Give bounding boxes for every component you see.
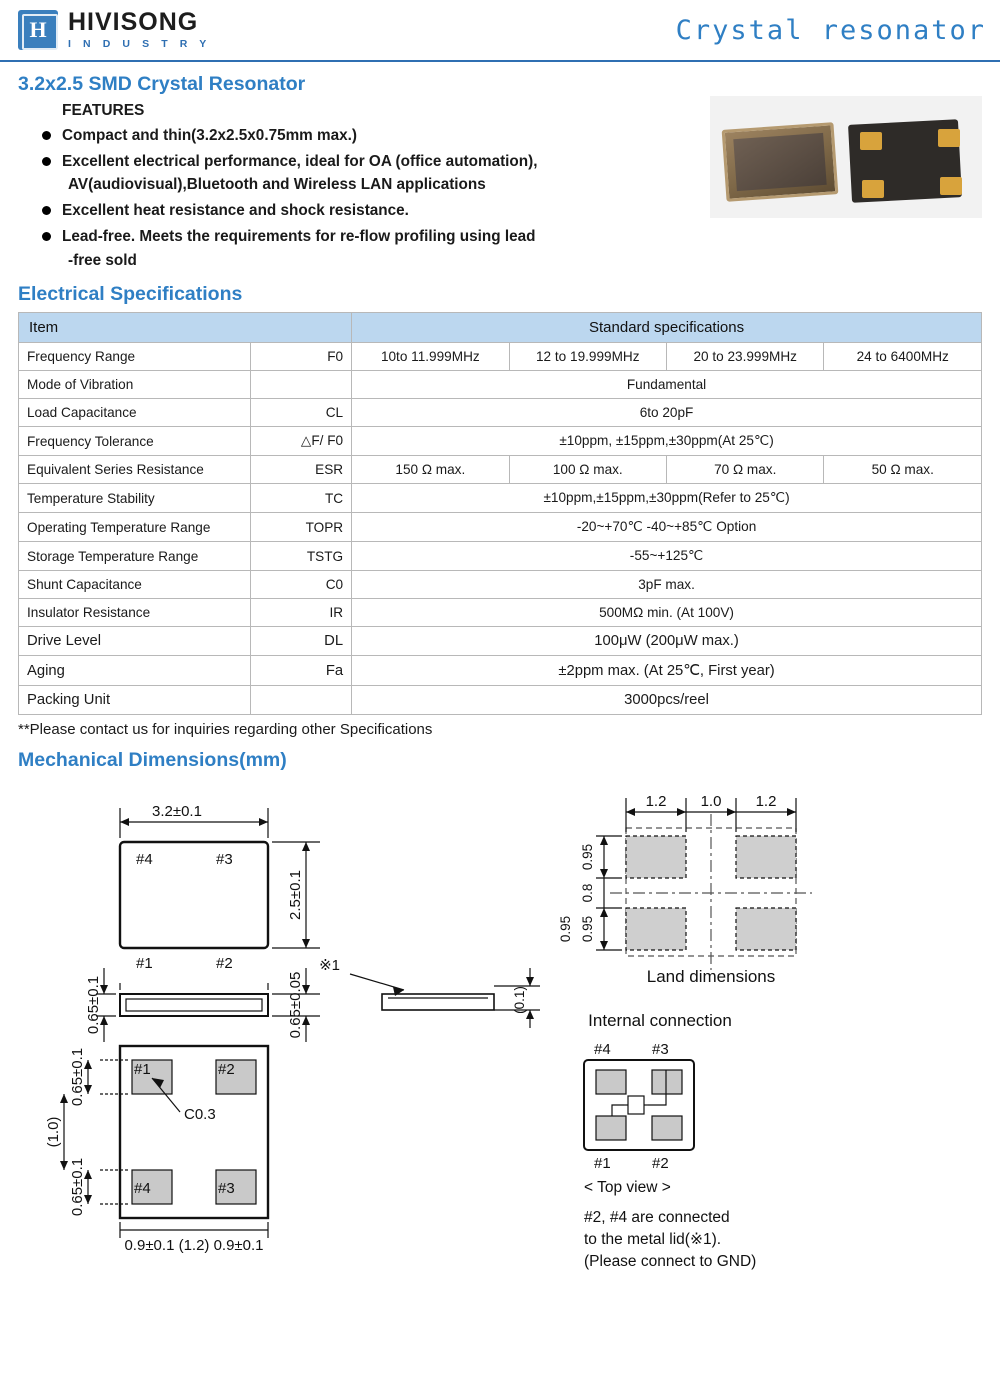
bottom-view-pin-2: #2 <box>218 1061 235 1079</box>
row-symbol: TC <box>251 484 352 513</box>
land-dim-right: 1.2 <box>755 793 777 811</box>
bottom-view-bottom-dim: 0.9±0.1 (1.2) 0.9±0.1 <box>124 1237 264 1255</box>
column-header-item: Item <box>19 313 352 343</box>
bottom-view-pin-1: #1 <box>134 1061 151 1079</box>
features-heading: FEATURES <box>62 102 145 119</box>
row-value: 100μW (200μW max.) <box>352 627 982 656</box>
row-symbol: TSTG <box>251 542 352 571</box>
table-row <box>19 484 982 513</box>
internal-note-line2: to the metal lid(※1). <box>584 1231 722 1249</box>
row-value: 50 Ω max. <box>824 456 982 484</box>
row-label: Frequency Range <box>19 343 251 371</box>
row-label: Storage Temperature Range <box>19 542 251 571</box>
list-item <box>18 124 708 148</box>
bullet-icon <box>42 206 51 215</box>
feature-text: Excellent electrical performance, ideal for OA (office automation), <box>62 152 538 170</box>
row-value: -20~+70℃ -40~+85℃ Option <box>352 513 982 542</box>
top-view-pin-1: #1 <box>136 955 153 973</box>
row-symbol: ESR <box>251 456 352 484</box>
row-label: Equivalent Series Resistance <box>19 456 251 484</box>
bottom-left-dim-bottom: 0.65±0.1 <box>69 1158 86 1217</box>
top-view-height-dim: 2.5±0.1 <box>287 870 304 921</box>
bullet-icon <box>42 131 51 140</box>
bullet-icon <box>42 157 51 166</box>
bottom-view-pin-4: #4 <box>134 1180 151 1198</box>
solder-pad <box>860 132 882 150</box>
row-label: Drive Level <box>19 627 251 656</box>
mechanical-drawings <box>0 778 1000 1278</box>
solder-pad <box>940 177 962 195</box>
table-footnote: **Please contact us for inquiries regarding other Specifications <box>18 721 433 739</box>
bottom-view-pin-3: #3 <box>218 1180 235 1198</box>
lid-thickness-dim: (0.1) <box>512 986 527 1015</box>
land-caption: Land dimensions <box>646 967 776 987</box>
table-row <box>19 513 982 542</box>
feature-text: Lead-free. Meets the requirements for re-flow profiling using lead <box>62 227 536 245</box>
feature-text: Compact and thin(3.2x2.5x0.75mm max.) <box>62 127 357 144</box>
row-label: Mode of Vibration <box>19 371 251 399</box>
row-value: 20 to 23.999MHz <box>667 343 824 371</box>
specifications-table <box>18 312 982 715</box>
bullet-icon <box>42 232 51 241</box>
internal-note-line3: (Please connect to GND) <box>584 1253 757 1271</box>
brand-name: HIVISONG <box>68 8 199 37</box>
table-row <box>19 427 982 456</box>
mechanical-drawing-svg <box>0 778 1000 1278</box>
row-value: 70 Ω max. <box>667 456 824 484</box>
row-label: Load Capacitance <box>19 399 251 427</box>
table-row <box>19 343 982 371</box>
side-view-right-dim: 0.65±0.05 <box>287 971 304 1039</box>
feature-text-line2: -free sold <box>68 251 137 269</box>
table-row <box>19 399 982 427</box>
list-item <box>18 199 708 223</box>
internal-note-line1: #2, #4 are connected <box>584 1209 730 1227</box>
row-symbol: TOPR <box>251 513 352 542</box>
product-photo <box>710 96 982 218</box>
column-header-standard: Standard specifications <box>352 313 982 343</box>
bottom-left-dim-top: 0.65±0.1 <box>69 1048 86 1107</box>
land-left-dim-2: 0.8 <box>580 883 595 903</box>
top-view-pin-2: #2 <box>216 955 233 973</box>
bottom-left-dim-mid: (1.0) <box>45 1116 62 1148</box>
brand-logo <box>18 10 211 50</box>
crystal-package-top <box>722 122 839 202</box>
table-row <box>19 571 982 599</box>
internal-connection-caption: Internal connection <box>588 1011 732 1031</box>
internal-pin-4: #4 <box>594 1041 611 1059</box>
internal-pin-3: #3 <box>652 1041 669 1059</box>
side-view-left-dim: 0.65±0.1 <box>85 976 102 1035</box>
feature-text: Excellent heat resistance and shock resistance. <box>62 202 409 220</box>
row-value: ±2ppm max. (At 25℃, First year) <box>352 656 982 686</box>
lid-marker-label: ※1 <box>319 957 340 975</box>
row-label: Operating Temperature Range <box>19 513 251 542</box>
row-value: 500MΩ min. (At 100V) <box>352 599 982 627</box>
table-row <box>19 686 982 715</box>
row-label: Frequency Tolerance <box>19 427 251 456</box>
page-header <box>0 0 1000 62</box>
row-value: 3pF max. <box>352 571 982 599</box>
row-value: 6to 20pF <box>352 399 982 427</box>
row-label: Packing Unit <box>19 686 251 715</box>
row-value: 10to 11.999MHz <box>352 343 509 371</box>
brand-subtitle: I N D U S T R Y <box>68 38 211 51</box>
row-symbol: CL <box>251 399 352 427</box>
table-row <box>19 456 982 484</box>
logo-icon <box>18 10 58 50</box>
row-symbol: DL <box>251 627 352 656</box>
row-symbol: IR <box>251 599 352 627</box>
table-row <box>19 371 982 399</box>
land-left-dim-3: 0.95 <box>580 916 595 943</box>
electrical-specifications-title: Electrical Specifications <box>18 283 243 306</box>
row-value: ±10ppm, ±15ppm,±30ppm(At 25℃) <box>352 427 982 456</box>
row-value: 24 to 6400MHz <box>824 343 982 371</box>
top-view-pin-3: #3 <box>216 851 233 869</box>
internal-view-label: < Top view > <box>584 1179 671 1197</box>
top-view-width-dim: 3.2±0.1 <box>152 803 202 821</box>
row-symbol: C0 <box>251 571 352 599</box>
row-symbol: △F/ F0 <box>251 427 352 456</box>
chamfer-label: C0.3 <box>184 1106 216 1124</box>
solder-pad <box>938 129 960 147</box>
features-list <box>18 124 708 272</box>
row-value: 12 to 19.999MHz <box>509 343 666 371</box>
row-symbol: F0 <box>251 343 352 371</box>
solder-pad <box>862 180 884 198</box>
row-value: -55~+125℃ <box>352 542 982 571</box>
row-symbol <box>251 686 352 715</box>
header-title: Crystal resonator <box>675 14 986 46</box>
row-value: ±10ppm,±15ppm,±30ppm(Refer to 25℃) <box>352 484 982 513</box>
row-label: Aging <box>19 656 251 686</box>
row-label: Insulator Resistance <box>19 599 251 627</box>
list-item <box>18 150 708 197</box>
feature-text-line2: AV(audiovisual),Bluetooth and Wireless LAN applications <box>68 176 486 194</box>
row-label: Temperature Stability <box>19 484 251 513</box>
table-row <box>19 627 982 656</box>
internal-pin-2: #2 <box>652 1155 669 1173</box>
land-left-dim-1: 0.95 <box>580 844 595 871</box>
row-symbol <box>251 371 352 399</box>
land-left-dim-4: 0.95 <box>558 916 573 943</box>
logo-letter: H <box>29 17 47 42</box>
row-symbol: Fa <box>251 656 352 686</box>
land-dim-center: 1.0 <box>700 793 722 811</box>
land-dim-left: 1.2 <box>645 793 667 811</box>
table-row <box>19 599 982 627</box>
table-row <box>19 656 982 686</box>
table-header-row <box>19 313 982 343</box>
mechanical-dimensions-title: Mechanical Dimensions(mm) <box>18 749 287 772</box>
row-value: 100 Ω max. <box>509 456 666 484</box>
page-title: 3.2x2.5 SMD Crystal Resonator <box>18 73 306 95</box>
row-value: Fundamental <box>352 371 982 399</box>
table-row <box>19 542 982 571</box>
row-value: 3000pcs/reel <box>352 686 982 715</box>
list-item <box>18 225 708 272</box>
top-view-pin-4: #4 <box>136 851 153 869</box>
row-value: 150 Ω max. <box>352 456 509 484</box>
row-label: Shunt Capacitance <box>19 571 251 599</box>
internal-pin-1: #1 <box>594 1155 611 1173</box>
